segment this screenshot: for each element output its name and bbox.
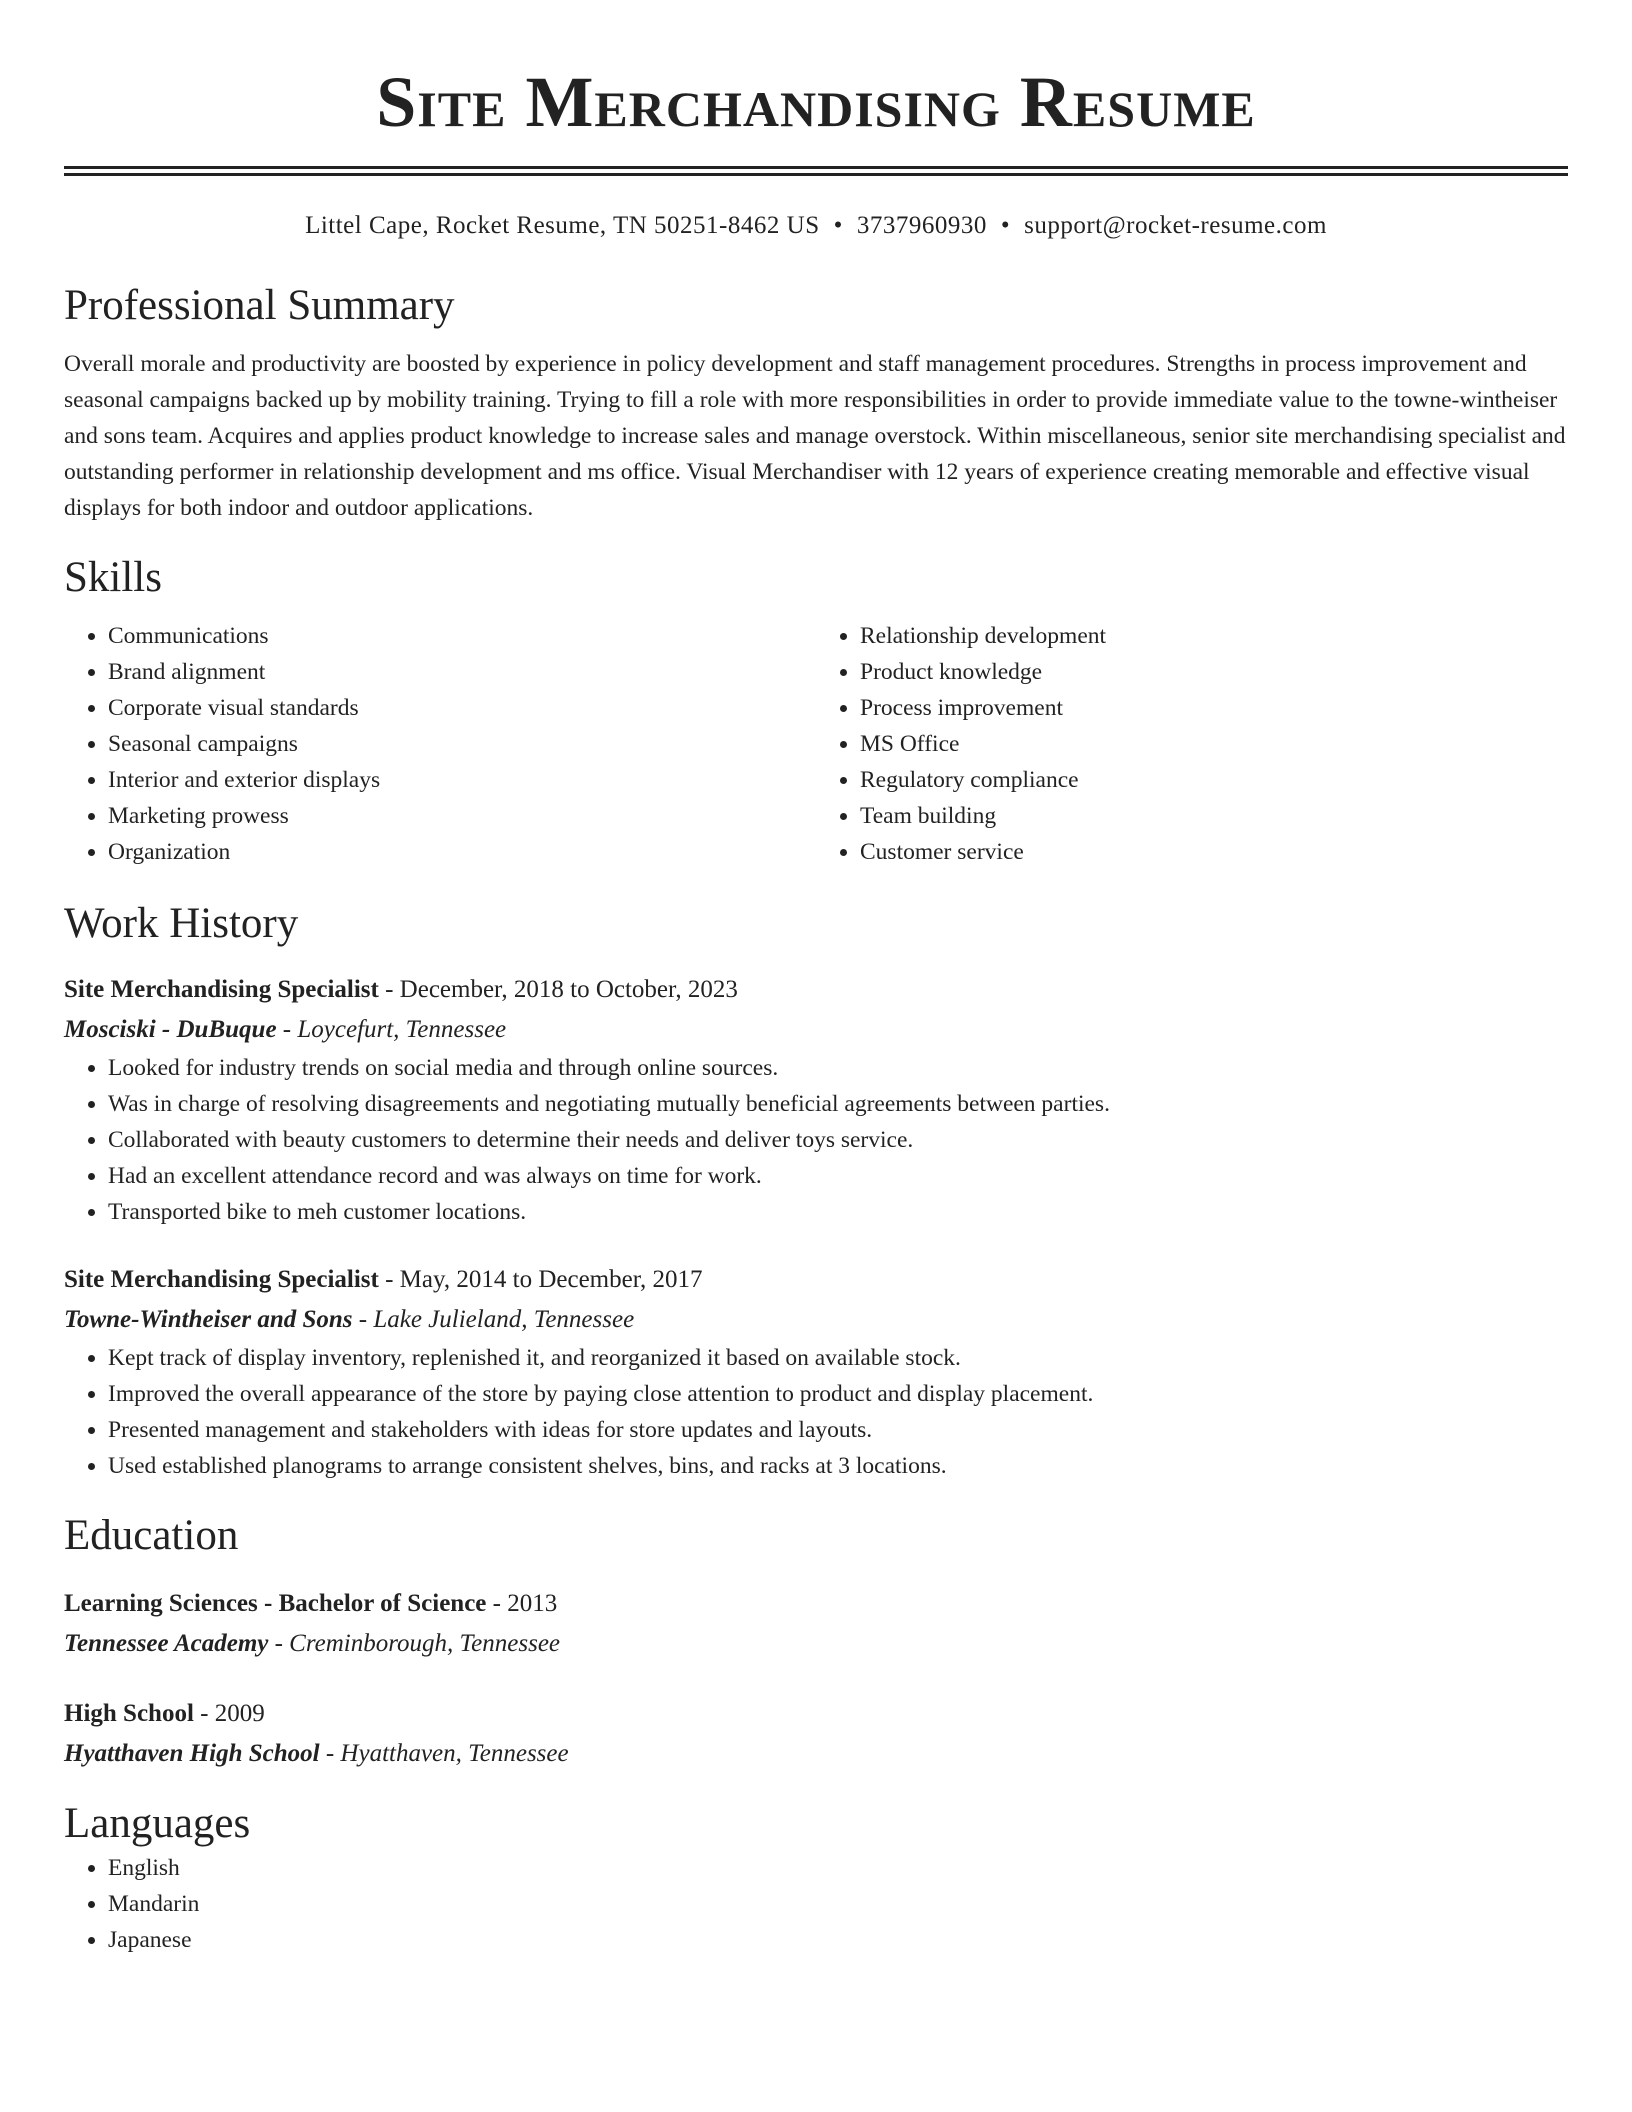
- title-divider: [64, 166, 1568, 176]
- job-title-line: [64, 1260, 1568, 1300]
- degree-year: - 2013: [486, 1590, 558, 1617]
- skill-item: • Organization: [108, 834, 816, 870]
- language-item: • English: [108, 1850, 1568, 1886]
- job-entry: [64, 1260, 1568, 1484]
- skill-item: • Customer service: [860, 834, 1568, 870]
- contact-separator: •: [833, 212, 843, 239]
- employer-name: Mosciski - DuBuque: [64, 1016, 277, 1043]
- school-name: Hyatthaven High School: [64, 1740, 320, 1767]
- degree-line: [64, 1694, 1568, 1734]
- skill-item: • Seasonal campaigns: [108, 726, 816, 762]
- languages-list: [64, 1850, 1568, 1958]
- education-entry: [64, 1694, 1568, 1774]
- job-duty: • Transported bike to meh customer locations.: [108, 1194, 1568, 1230]
- job-title-line: [64, 970, 1568, 1010]
- school-line: [64, 1624, 1568, 1664]
- skill-item: • Team building: [860, 798, 1568, 834]
- education-entry: [64, 1584, 1568, 1664]
- skill-item: • Brand alignment: [108, 654, 816, 690]
- language-item: • Japanese: [108, 1922, 1568, 1958]
- job-dates: - May, 2014 to December, 2017: [378, 1266, 703, 1293]
- job-duties-list: [64, 1340, 1568, 1484]
- degree-name: High School: [64, 1700, 194, 1727]
- skill-item: • Marketing prowess: [108, 798, 816, 834]
- job-title: Site Merchandising Specialist: [64, 1266, 379, 1293]
- employer-name: Towne-Wintheiser and Sons: [64, 1306, 353, 1333]
- job-duty: • Kept track of display inventory, replenished it, and reorganized it based on available stock.: [108, 1340, 1568, 1376]
- skills-list-right: [816, 618, 1568, 870]
- skills-list-left: [64, 618, 816, 870]
- skill-item: • Interior and exterior displays: [108, 762, 816, 798]
- school-name: Tennessee Academy: [64, 1630, 269, 1657]
- school-location: - Hyatthaven, Tennessee: [319, 1740, 569, 1767]
- job-entry: [64, 970, 1568, 1230]
- skill-item: • MS Office: [860, 726, 1568, 762]
- skills-heading: Skills: [64, 554, 162, 601]
- education-heading: Education: [64, 1512, 239, 1559]
- employer-location: - Lake Julieland, Tennessee: [352, 1306, 635, 1333]
- employer-line: [64, 1300, 1568, 1340]
- degree-year: - 2009: [193, 1700, 265, 1727]
- job-dates: - December, 2018 to October, 2023: [378, 976, 738, 1003]
- resume-title: Site Merchandising Resume: [376, 62, 1256, 142]
- skill-item: • Product knowledge: [860, 654, 1568, 690]
- contact-phone: 3737960930: [856, 212, 987, 239]
- skill-item: • Communications: [108, 618, 816, 654]
- job-duty: • Improved the overall appearance of the store by paying close attention to product and display placement.: [108, 1376, 1568, 1412]
- languages-heading: Languages: [64, 1800, 251, 1847]
- skill-item: • Relationship development: [860, 618, 1568, 654]
- summary-heading: Professional Summary: [64, 282, 455, 329]
- job-duty: • Collaborated with beauty customers to determine their needs and deliver toys service.: [108, 1122, 1568, 1158]
- contact-address: Littel Cape, Rocket Resume, TN 50251-8462 US: [305, 212, 820, 239]
- job-duty: • Used established planograms to arrange consistent shelves, bins, and racks at 3 locations.: [108, 1448, 1568, 1484]
- degree-line: [64, 1584, 1568, 1624]
- contact-separator: •: [1000, 212, 1011, 239]
- school-line: [64, 1734, 1568, 1774]
- employer-location: - Loycefurt, Tennessee: [276, 1016, 507, 1043]
- work-history-heading: Work History: [64, 900, 299, 947]
- school-location: - Creminborough, Tennessee: [268, 1630, 561, 1657]
- skill-item: • Corporate visual standards: [108, 690, 816, 726]
- language-item: • Mandarin: [108, 1886, 1568, 1922]
- employer-line: [64, 1010, 1568, 1050]
- job-duty: • Looked for industry trends on social media and through online sources.: [108, 1050, 1568, 1086]
- job-title: Site Merchandising Specialist: [64, 976, 379, 1003]
- degree-name: Learning Sciences - Bachelor of Science: [64, 1590, 487, 1617]
- job-duty: • Had an excellent attendance record and was always on time for work.: [108, 1158, 1568, 1194]
- contact-line: [64, 210, 1568, 242]
- summary-text: Overall morale and productivity are boosted by experience in policy development and staff management procedures. Strengths in process improvement and seasonal campaigns backed up by mobility training. Trying to fill a role with more responsibilities in order to provide immediate value to the towne-wintheiser and sons team. Acquires and applies product knowledge to increase sales and manage overstock. Within miscellaneous, senior site merchandising specialist and outstanding performer in relationship development and ms office. Visual Merchandiser with 12 years of experience creating memorable and effective visual displays for both indoor and outdoor applications.: [64, 351, 1566, 521]
- contact-email: support@rocket-resume.com: [1024, 212, 1327, 239]
- skill-item: • Regulatory compliance: [860, 762, 1568, 798]
- job-duties-list: [64, 1050, 1568, 1230]
- job-duty: • Presented management and stakeholders with ideas for store updates and layouts.: [108, 1412, 1568, 1448]
- skill-item: • Process improvement: [860, 690, 1568, 726]
- skills-columns: [64, 618, 1568, 870]
- job-duty: • Was in charge of resolving disagreements and negotiating mutually beneficial agreements between parties.: [108, 1086, 1568, 1122]
